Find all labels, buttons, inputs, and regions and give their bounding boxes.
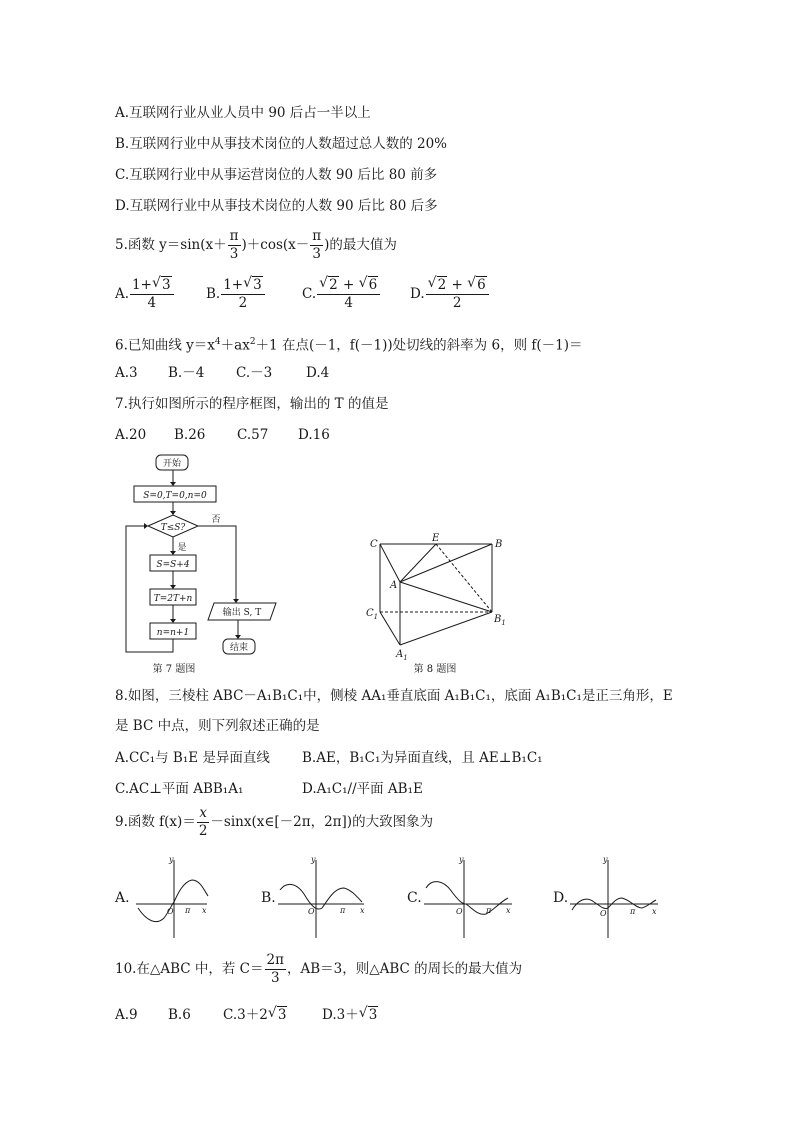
q8-option-d: D.A₁C₁//平面 AB₁E xyxy=(302,781,423,797)
sqrt-value: 6 xyxy=(368,277,378,293)
prism-figure xyxy=(360,530,520,678)
flow-start-label: 开始 xyxy=(162,459,182,469)
vertex-letter: C xyxy=(366,608,374,619)
q5-stem xyxy=(115,226,397,264)
subscript: 1 xyxy=(373,613,379,621)
option-frac xyxy=(221,277,265,312)
num-part: 1+ xyxy=(223,277,244,293)
sqrt xyxy=(268,1005,288,1025)
flowchart-figure xyxy=(110,448,290,678)
q7-stem: 7.执行如图所示的程序框图，输出的 T 的值是 xyxy=(115,396,389,412)
flow-step2-label: T=2T+n xyxy=(153,594,193,604)
q6-option-a: A.3 xyxy=(115,365,138,381)
pi-label: π xyxy=(486,906,492,915)
edge-a1b1 xyxy=(400,612,492,645)
frac-den: 3 xyxy=(312,246,321,262)
q9-prefix: 9.函数 f(x)＝ xyxy=(115,814,196,830)
option-frac xyxy=(426,277,489,312)
origin-label: O xyxy=(308,907,315,916)
figure-7-caption: 第 7 题图 xyxy=(152,664,196,675)
arrowhead xyxy=(170,551,176,555)
edge-c1a1 xyxy=(380,612,400,645)
q5-frac-1 xyxy=(228,228,241,263)
sqrt xyxy=(359,277,379,294)
vertex-a1 xyxy=(395,649,408,662)
q10-option-a: A.9 xyxy=(115,1007,138,1023)
edge-ab xyxy=(400,544,492,582)
sqrt-value: 3 xyxy=(368,1007,378,1023)
exponent: 4 xyxy=(214,337,221,347)
frac-den: 3 xyxy=(270,970,280,986)
origin-label: O xyxy=(456,907,463,916)
frac-den: 4 xyxy=(344,295,353,311)
frac-num xyxy=(221,277,265,295)
q8-option-a: A.CC₁与 B₁E 是异面直线 xyxy=(115,750,270,766)
q10-suffix: ，AB＝3，则△ABC 的周长的最大值为 xyxy=(286,961,523,977)
x-label: x xyxy=(652,907,657,916)
hidden-edge-eb1 xyxy=(436,544,492,612)
q6-option-b: B.－4 xyxy=(168,365,205,381)
q6-option-c: C.－3 xyxy=(236,365,273,381)
edge-ab1 xyxy=(400,582,492,612)
q9-frac xyxy=(197,805,210,840)
x-label: x xyxy=(360,906,365,915)
sqrt-value: 6 xyxy=(477,277,486,293)
pi-label: π xyxy=(340,906,346,915)
frac-num: 2π xyxy=(266,952,284,968)
x-label: x xyxy=(506,906,511,915)
q6-text-a: 6.已知曲线 y＝x xyxy=(115,337,215,354)
arrowhead xyxy=(233,599,239,603)
q6-text-c: ＋1 在点(－1，f(－1))处切线的斜率为 6，则 f(－1)＝ xyxy=(255,337,583,354)
vertex-letter: A xyxy=(396,649,404,660)
arrowhead xyxy=(170,511,176,515)
q10-prefix: 10.在△ABC 中，若 C＝ xyxy=(115,961,264,977)
sqrt-value: 2 xyxy=(329,277,338,293)
plus: + xyxy=(338,277,359,293)
q5-option-b xyxy=(206,274,266,314)
no-branch-line xyxy=(198,526,236,603)
q7-option-a: A.20 xyxy=(115,427,147,443)
frac-num: x xyxy=(197,805,210,823)
curve xyxy=(426,882,508,915)
sqrt-value: 3 xyxy=(277,1007,287,1023)
q4-option-d: D.互联网行业中从事技术岗位的人数 90 后比 80 后多 xyxy=(115,198,438,214)
frac-den: 2 xyxy=(198,823,208,839)
q9-suffix: －sinx(x∈[－2π，2π])的大致图象为 xyxy=(210,814,434,830)
pi-label: π xyxy=(630,907,636,916)
q4-option-c: C.互联网行业中从事运营岗位的人数 90 后比 80 前多 xyxy=(115,167,438,183)
graph-a xyxy=(112,852,212,942)
sqrt-value: 2 xyxy=(437,277,447,293)
sqrt xyxy=(467,277,487,294)
sqrt-value: 3 xyxy=(161,277,171,293)
option-letter: A. xyxy=(115,286,130,302)
arrowhead xyxy=(170,482,176,486)
flow-cond-label: T≤S? xyxy=(160,523,186,533)
option-letter: B. xyxy=(206,286,221,302)
option-letter: D. xyxy=(410,286,425,302)
q6-text-b: ＋ax xyxy=(220,337,250,354)
q7-option-b: B.26 xyxy=(174,427,206,443)
vertex-b: B xyxy=(495,539,503,550)
q8-stem-line2: 是 BC 中点，则下列叙述正确的是 xyxy=(115,718,320,734)
edge-ca xyxy=(380,544,400,582)
option-text: D.3＋ xyxy=(322,1007,359,1023)
q5-option-a xyxy=(115,274,175,314)
frac-den: 2 xyxy=(238,295,248,311)
y-label: y xyxy=(311,855,316,864)
flow-output-label: 输出 S, T xyxy=(222,608,262,618)
pi-label: π xyxy=(185,906,191,915)
plus: + xyxy=(447,277,468,293)
subscript: 1 xyxy=(403,654,408,662)
flow-yes-label: 是 xyxy=(177,543,187,553)
frac-den: 2 xyxy=(452,295,462,311)
subscript: 1 xyxy=(501,619,506,627)
flow-end-label: 结束 xyxy=(229,643,249,653)
exponent: 2 xyxy=(249,337,256,347)
sqrt xyxy=(243,277,263,294)
vertex-letter: B xyxy=(494,614,502,625)
graph-letter: D. xyxy=(553,890,569,906)
q10-frac xyxy=(265,952,286,987)
figure-8-caption: 第 8 题图 xyxy=(413,664,457,675)
graph-letter: B. xyxy=(261,890,276,906)
curve xyxy=(280,884,362,909)
vertex-c1 xyxy=(366,608,378,621)
graph-letter: C. xyxy=(407,890,422,906)
frac-num: π xyxy=(229,228,239,244)
origin-label: O xyxy=(600,909,607,918)
q4-option-b: B.互联网行业中从事技术岗位的人数超过总人数的 20% xyxy=(115,136,448,152)
y-label: y xyxy=(169,855,174,864)
sqrt-value: 3 xyxy=(253,277,262,293)
q5-frac-2 xyxy=(310,228,323,263)
q7-option-d: D.16 xyxy=(298,427,330,443)
q8-option-c: C.AC⊥平面 ABB₁A₁ xyxy=(115,781,244,797)
graph-b xyxy=(258,852,370,942)
graph-c xyxy=(404,852,516,942)
flow-step3-label: n=n+1 xyxy=(156,628,190,638)
vertex-c: C xyxy=(370,539,378,550)
vertex-a: A xyxy=(390,580,398,591)
q5-option-c xyxy=(302,274,381,314)
flow-init-label: S=0,T=0,n=0 xyxy=(143,491,207,501)
q7-option-c: C.57 xyxy=(237,427,269,443)
q8-stem-line1: 8.如图，三棱柱 ABC－A₁B₁C₁中，侧棱 AA₁垂直底面 A₁B₁C₁，底面 A₁B₁C₁是正三角形，E xyxy=(115,688,673,704)
q5-mid: )＋cos(x－ xyxy=(241,237,310,253)
frac-den: 4 xyxy=(147,295,157,311)
flow-step1-label: S=S+4 xyxy=(156,560,190,570)
arrowhead xyxy=(170,585,176,589)
q10-option-b: B.6 xyxy=(168,1007,191,1023)
y-label: y xyxy=(459,855,464,864)
q4-option-a: A.互联网行业从业人员中 90 后占一半以上 xyxy=(115,105,371,121)
q5-suffix: )的最大值为 xyxy=(324,237,397,253)
sqrt xyxy=(428,277,448,294)
graph-letter: A. xyxy=(115,890,130,906)
arrowhead xyxy=(144,523,148,529)
frac-num: π xyxy=(312,228,322,244)
num-part: 1+ xyxy=(132,277,152,293)
graph-d xyxy=(550,852,662,942)
q10-stem xyxy=(115,949,522,989)
frac-num xyxy=(317,277,380,295)
arrowhead xyxy=(170,619,176,623)
option-frac xyxy=(130,277,174,312)
frac-num xyxy=(130,277,174,295)
x-label: x xyxy=(202,906,207,915)
sqrt xyxy=(359,1005,379,1025)
q8-option-b: B.AE，B₁C₁为异面直线，且 AE⊥B₁C₁ xyxy=(302,750,543,766)
arrowhead xyxy=(235,635,241,639)
vertex-e: E xyxy=(432,533,440,544)
vertex-b1 xyxy=(493,614,506,627)
frac-num xyxy=(426,277,489,295)
option-frac xyxy=(317,277,380,312)
frac-den: 3 xyxy=(229,246,239,262)
q5-option-d xyxy=(410,274,490,314)
q10-option-c xyxy=(223,1005,287,1025)
q6-option-d: D.4 xyxy=(306,365,330,381)
q10-option-d xyxy=(322,1005,378,1025)
flow-no-label: 否 xyxy=(211,515,221,525)
q6-stem xyxy=(115,332,582,356)
origin-label: O xyxy=(167,907,174,916)
option-text: C.3＋2 xyxy=(223,1007,268,1023)
sqrt xyxy=(319,277,339,294)
q9-stem xyxy=(115,802,433,842)
edge-ae xyxy=(400,544,436,582)
sqrt xyxy=(152,277,172,294)
q5-prefix: 5.函数 y＝sin(x＋ xyxy=(115,237,227,253)
option-letter: C. xyxy=(302,286,317,302)
y-label: y xyxy=(603,855,608,864)
